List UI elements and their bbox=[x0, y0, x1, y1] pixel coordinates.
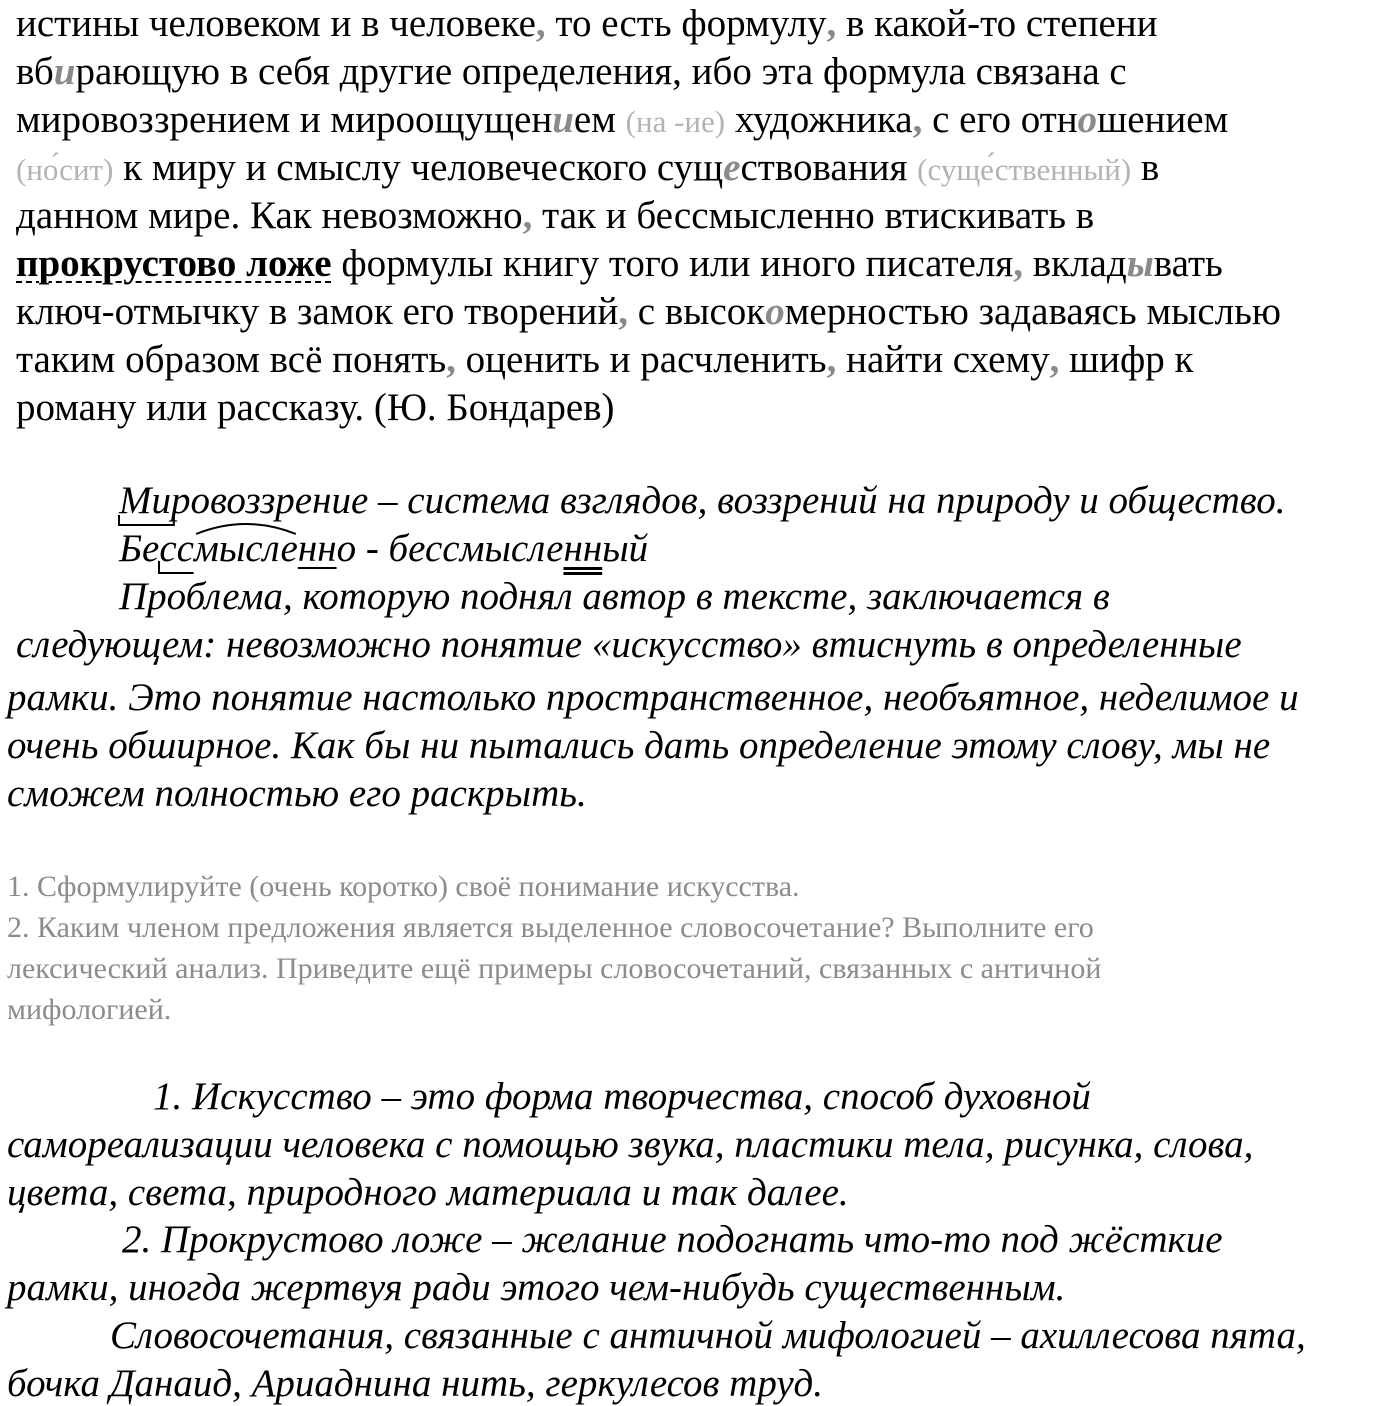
problem-line-5: сможем полностью его раскрыть. bbox=[7, 772, 587, 815]
answer-line-6: Словосочетания, связанные с античной мифологией – ахиллесова пята, bbox=[110, 1314, 1306, 1357]
answer-line-7: бочка Данаид, Ариаднина нить, геркулесов труд. bbox=[7, 1362, 824, 1405]
task-line-3: лексический анализ. Приведите ещё примеры словосочетаний, связанных с античной bbox=[7, 952, 1102, 985]
answer-line-4: 2. Прокрустово ложе – желание подогнать что-то под жёсткие bbox=[122, 1218, 1223, 1261]
answer-line-1: 1. Искусство – это форма творчества, способ духовной bbox=[153, 1075, 1091, 1118]
task-line-4: мифологией. bbox=[7, 993, 172, 1026]
text-line-9: роману или рассказу. (Ю. Бондарев) bbox=[16, 386, 615, 429]
problem-line-3: рамки. Это понятие настолько пространственное, необъятное, неделимое и bbox=[7, 676, 1299, 719]
text-line-2: вбирающую в себя другие определения, ибо эта формула связана с bbox=[16, 50, 1127, 93]
punct-comma: , bbox=[522, 194, 533, 237]
text-line-5: данном мире. Как невозможно, так и бессмысленно втискивать в bbox=[16, 194, 1095, 237]
suffix-nn: нн bbox=[297, 527, 337, 570]
punct-comma: , bbox=[535, 2, 546, 45]
text-line-8: таким образом всё понять, оценить и расчленить, найти схему, шифр к bbox=[16, 338, 1194, 381]
inserted-letter: и bbox=[53, 50, 76, 93]
root-arc bbox=[194, 520, 298, 536]
punct-comma: , bbox=[446, 338, 456, 381]
prefix-part: сс bbox=[159, 526, 194, 571]
morpheme-line: Бесс мысле нно - бессмысленный bbox=[119, 526, 648, 571]
prefix-mark bbox=[159, 561, 194, 575]
spelling-hint: (на -ие) bbox=[625, 104, 726, 139]
inserted-letter: е bbox=[723, 146, 741, 189]
spelling-hint: (но́сит) bbox=[16, 152, 114, 187]
inserted-letter: о bbox=[1077, 98, 1098, 141]
suffix-nn-double: нн bbox=[563, 527, 603, 570]
inserted-letter: о bbox=[765, 290, 785, 333]
punct-comma: , bbox=[618, 290, 629, 333]
text-line-6: прокрустово ложе формулы книгу того или иного писателя, вкладывать bbox=[16, 242, 1223, 285]
task-line-2: 2. Каким членом предложения является выделенное словосочетание? Выполните его bbox=[7, 911, 1094, 944]
inserted-letter: и bbox=[552, 98, 574, 141]
answer-line-3: цвета, света, природного материала и так далее. bbox=[7, 1171, 849, 1214]
highlighted-phrase: прокрустово ложе bbox=[16, 242, 332, 285]
word-mirovozzrenie: Мировоззрение bbox=[119, 478, 368, 523]
text-line-7: ключ-отмычку в замок его творений, с высокомерностью задаваясь мыслью bbox=[16, 290, 1282, 333]
text-line-3: мировоззрением и мироощущением (на -ие) художника, с его отношением bbox=[16, 98, 1229, 141]
problem-line-1: Проблема, которую поднял автор в тексте, заключается в bbox=[119, 575, 1110, 618]
spelling-hint: (суще́ственный) bbox=[917, 152, 1132, 187]
punct-comma: , bbox=[1013, 242, 1023, 285]
problem-line-2: следующем: невозможно понятие «искусство» втиснуть в определенные bbox=[16, 623, 1242, 666]
punct-comma: , bbox=[912, 98, 923, 141]
punct-comma: , bbox=[826, 2, 837, 45]
inserted-letter: ы bbox=[1126, 242, 1154, 285]
problem-line-4: очень обширное. Как бы ни пытались дать определение этому слову, мы не bbox=[7, 724, 1271, 767]
punct-comma: , bbox=[1049, 338, 1060, 381]
answer-line-2: самореализации человека с помощью звука, пластики тела, рисунка, слова, bbox=[7, 1123, 1254, 1166]
definition-line: Мировоззрение – система взглядов, воззрений на природу и общество. bbox=[119, 478, 1285, 523]
task-line-1: 1. Сформулируйте (очень коротко) своё понимание искусства. bbox=[7, 870, 800, 903]
text-line-1: истины человеком и в человеке, то есть формулу, в какой-то степени bbox=[16, 2, 1158, 45]
punct-comma: , bbox=[826, 338, 837, 381]
root-part: мысле bbox=[194, 526, 298, 571]
text-line-4: (но́сит) к миру и смыслу человеческого существования (суще́ственный) в bbox=[16, 146, 1160, 189]
answer-line-5: рамки, иногда жертвуя ради этого чем-нибудь существенным. bbox=[7, 1266, 1066, 1309]
